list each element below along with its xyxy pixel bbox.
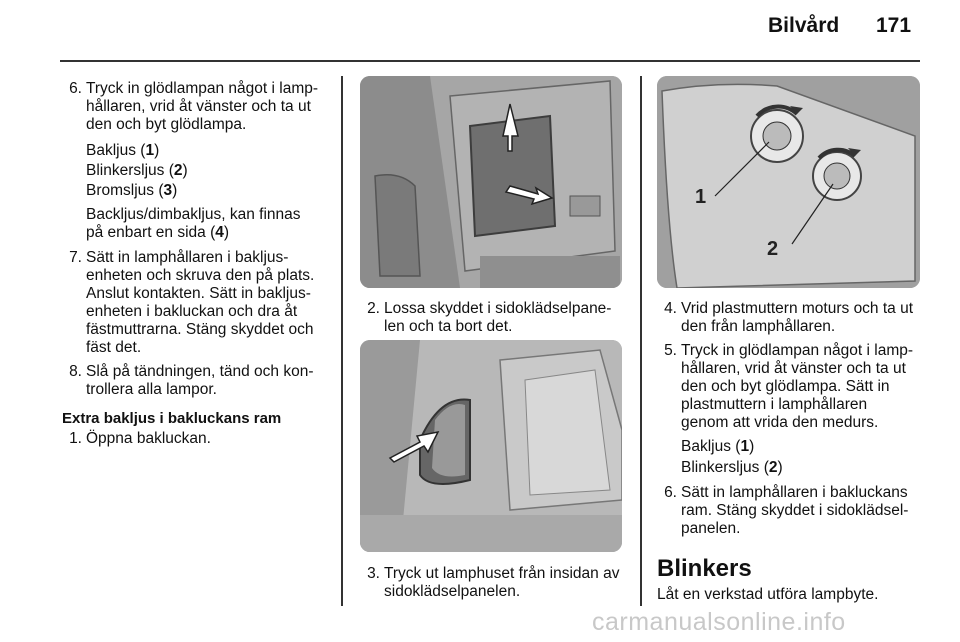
step-text-line: Sätt in lamphållaren i bakluckans	[681, 484, 908, 501]
bulb-item: Backljus/dimbakljus, kan finnas	[86, 206, 301, 223]
step-text-line: enheten i bakluckan och dra åt	[86, 303, 298, 320]
step-number: 1.	[69, 430, 82, 447]
step-text-line: fästmuttrarna. Stäng skyddet och	[86, 321, 314, 338]
step-text-line: genom att vrida den medurs.	[681, 414, 879, 431]
step-text-line: ram. Stäng skyddet i sidoklädsel-	[681, 502, 909, 519]
figure-label: 1	[695, 186, 707, 208]
step-text-line: Anslut kontakten. Sätt in bakljus-	[86, 285, 311, 302]
step-text-line: panelen.	[681, 520, 741, 537]
figure-side-panel-cover	[360, 76, 622, 288]
watermark: carmanualsonline.info	[592, 608, 846, 636]
figure-lamp-housing	[360, 340, 622, 552]
step-number: 6.	[69, 80, 82, 97]
step-text-line: len och ta bort det.	[384, 318, 513, 335]
bulb-item: Bakljus (1)	[681, 438, 755, 455]
section-heading: Extra bakljus i bakluckans ram	[62, 410, 282, 427]
step-text-line: sidoklädselpanelen.	[384, 583, 521, 600]
step-number: 6.	[664, 484, 677, 501]
step-number: 2.	[367, 300, 380, 317]
step-number: 5.	[664, 342, 677, 359]
step-text-line: Vrid plastmuttern moturs och ta ut	[681, 300, 914, 317]
step-text-line: enheten och skruva den på plats.	[86, 267, 315, 284]
step-text-line: Tryck in glödlampan något i lamp-	[86, 80, 319, 97]
step-text-line: plastmuttern i lamphållaren	[681, 396, 868, 413]
step-number: 7.	[69, 249, 82, 266]
step-number: 3.	[367, 565, 380, 582]
paragraph: Låt en verkstad utföra lampbyte.	[657, 586, 879, 603]
step-text-line: Tryck in glödlampan något i lamp-	[681, 342, 914, 359]
column-divider-right	[640, 76, 642, 606]
step-text-line: Tryck ut lamphuset från insidan av	[384, 565, 620, 582]
page-number: 171	[876, 14, 912, 37]
figure-bulb-holders	[657, 76, 920, 288]
step-text-line: hållaren, vrid åt vänster och ta ut	[86, 98, 311, 115]
step-text-line: Öppna bakluckan.	[86, 430, 211, 447]
step-text-line: hållaren, vrid åt vänster och ta ut	[681, 360, 906, 377]
header-divider	[60, 60, 920, 62]
chapter-title: Bilvård	[768, 14, 840, 37]
step-text-line: Sätt in lamphållaren i bakljus-	[86, 249, 289, 266]
bulb-item: på enbart en sida (4)	[86, 224, 230, 241]
step-text-line: den och byt glödlampa.	[86, 116, 247, 133]
step-text-line: Lossa skyddet i sidoklädselpane-	[384, 300, 612, 317]
bulb-item: Blinkersljus (2)	[681, 459, 783, 476]
column-divider-left	[341, 76, 343, 606]
step-number: 4.	[664, 300, 677, 317]
figure-label: 2	[767, 238, 779, 260]
bulb-item: Blinkersljus (2)	[86, 162, 188, 179]
step-text-line: fäst det.	[86, 339, 142, 356]
bulb-item: Bakljus (1)	[86, 142, 160, 159]
bulb-item: Bromsljus (3)	[86, 182, 178, 199]
step-text-line: den från lamphållaren.	[681, 318, 836, 335]
step-text-line: Slå på tändningen, tänd och kon-	[86, 363, 314, 380]
step-text-line: trollera alla lampor.	[86, 381, 217, 398]
step-text-line: den och byt glödlampa. Sätt in	[681, 378, 890, 395]
step-number: 8.	[69, 363, 82, 380]
section-heading: Blinkers	[657, 555, 752, 582]
